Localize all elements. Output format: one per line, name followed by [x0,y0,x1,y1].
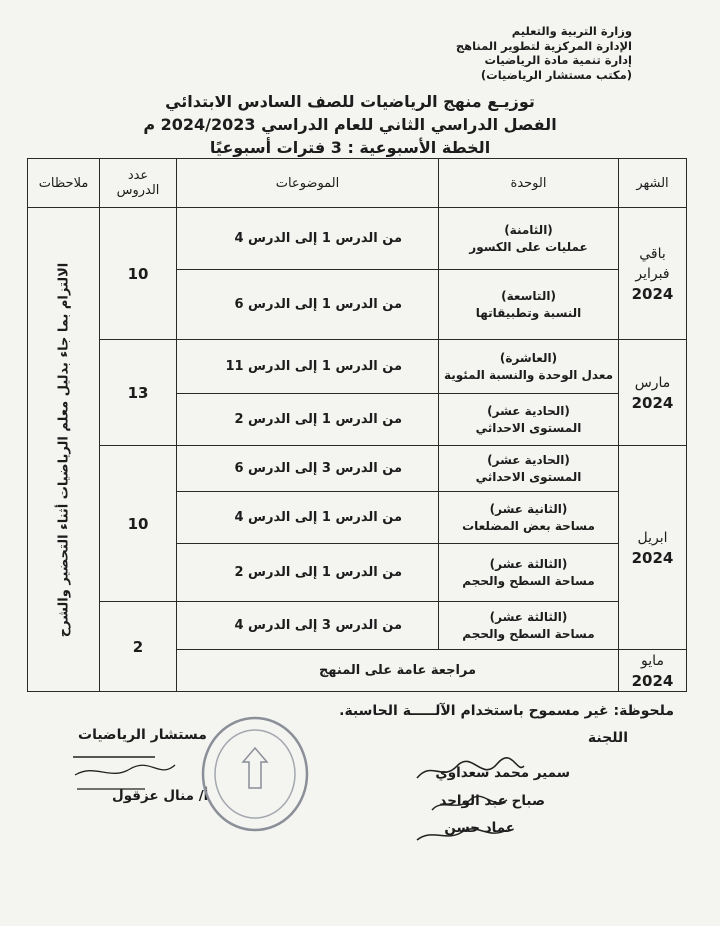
table-header-row [28,159,687,208]
unit-title: (الثانية عشر) [489,501,568,516]
committee-member: عماد حسن [444,820,515,836]
lesson-count: 10 [100,446,177,602]
curriculum-table [27,158,687,692]
official-stamp [195,712,315,842]
table-row [28,340,687,394]
unit-cell [439,544,619,602]
notes-cell [28,208,100,692]
month-year: 2024 [631,548,674,567]
unit-name: مساحة السطح والحجم [462,573,595,588]
unit-title: (التاسعة) [501,288,556,303]
header-notes: ملاحظات [28,159,100,208]
month-name: ابريل [637,529,668,546]
topic-cell: من الدرس 1 إلى الدرس 2 [177,544,439,602]
advisor-name: أ/ منال عزقول [112,788,209,804]
unit-cell [439,492,619,544]
topic-cell: من الدرس 1 إلى الدرس 11 [177,340,439,394]
ministry-line-1: وزارة التربية والتعليم [511,24,632,38]
month-year: 2024 [631,284,674,303]
lesson-count: 10 [100,208,177,340]
month-cell [619,446,687,650]
table-row [28,446,687,492]
header-count: عدد الدروس [100,159,177,208]
unit-name: المستوى الاحداثي [475,469,582,484]
month-year: 2024 [631,671,674,690]
unit-cell [439,394,619,446]
advisor-title: مستشار الرياضيات [78,727,207,743]
main-title: توزيـع منهج الرياضيات للصف السادس الابتدائي [165,92,535,111]
weekly-plan-title: الخطة الأسبوعية : 3 فترات أسبوعيًا [209,138,491,157]
committee-member: صباح عبد الواحد [439,793,545,809]
month-cell [619,650,687,692]
unit-name: مساحة بعض المضلعات [462,518,595,533]
unit-title: (الثامنة) [504,222,553,237]
topic-cell: من الدرس 1 إلى الدرس 4 [177,492,439,544]
unit-name: مساحة السطح والحجم [462,626,595,641]
unit-cell [439,446,619,492]
unit-cell [439,602,619,650]
unit-title: (العاشرة) [499,350,558,365]
unit-cell [439,270,619,340]
signature-mark [75,765,175,775]
unit-name: معدل الوحدة والنسبة المئوية [443,367,614,382]
month-name: مارس [634,374,671,391]
unit-title: (الحادية عشر) [487,452,570,467]
signature-mark [417,829,507,840]
header-topics: الموضوعات [177,159,439,208]
header-month: الشهر [619,159,687,208]
calculator-note: ملحوظة: غير مسموح باستخدام الآلـــــة الحاسبة. [339,703,674,719]
month-name: باقي فبراير [635,245,670,282]
signature-mark [432,796,507,810]
ministry-header [372,24,632,82]
term-title: الفصل الدراسي الثاني للعام الدراسي 2024/2023 م [143,115,557,134]
month-name: مايو [641,652,664,669]
signatures-scribble [412,752,532,852]
topic-cell: من الدرس 3 إلى الدرس 6 [177,446,439,492]
month-cell [619,208,687,340]
stamp-emblem [243,748,267,788]
stamp-outer-ring [203,718,307,830]
unit-cell [439,340,619,394]
unit-name: المستوى الاحداثي [475,420,582,435]
topic-cell: من الدرس 1 إلى الدرس 4 [177,208,439,270]
notes-text: الالتزام بما جاء بدليل معلم الرياضيات أثناء التحضير والشرح [56,262,71,637]
unit-name: عمليات على الكسور [469,239,588,254]
topic-cell: من الدرس 1 إلى الدرس 6 [177,270,439,340]
advisor-signature [65,745,185,800]
ministry-line-3: إدارة تنمية مادة الرياضيات [484,53,632,67]
committee-member: سمير محمد سعداوي [435,765,570,781]
unit-title: (الحادية عشر) [487,403,570,418]
unit-name: النسبة وتطبيقاتها [475,305,582,320]
month-cell [619,340,687,446]
ministry-line-4: (مكتب مستشار الرياضيات) [480,67,632,82]
topic-cell: من الدرس 3 إلى الدرس 4 [177,602,439,650]
table-row [28,602,687,650]
table-row [28,208,687,270]
document-titles [140,90,560,159]
lesson-count: 2 [100,602,177,692]
general-review: مراجعة عامة على المنهج [177,650,619,692]
unit-title: (الثالثة عشر) [489,609,568,624]
lesson-count: 13 [100,340,177,446]
committee-title: اللجنة [587,730,628,746]
stamp-inner-ring [215,730,295,818]
unit-cell [439,208,619,270]
unit-title: (الثالثة عشر) [489,556,568,571]
header-unit: الوحدة [439,159,619,208]
topic-cell: من الدرس 1 إلى الدرس 2 [177,394,439,446]
ministry-line-2: الإدارة المركزية لتطوير المناهج [455,38,632,53]
signature-mark [417,758,524,778]
month-year: 2024 [631,393,674,412]
